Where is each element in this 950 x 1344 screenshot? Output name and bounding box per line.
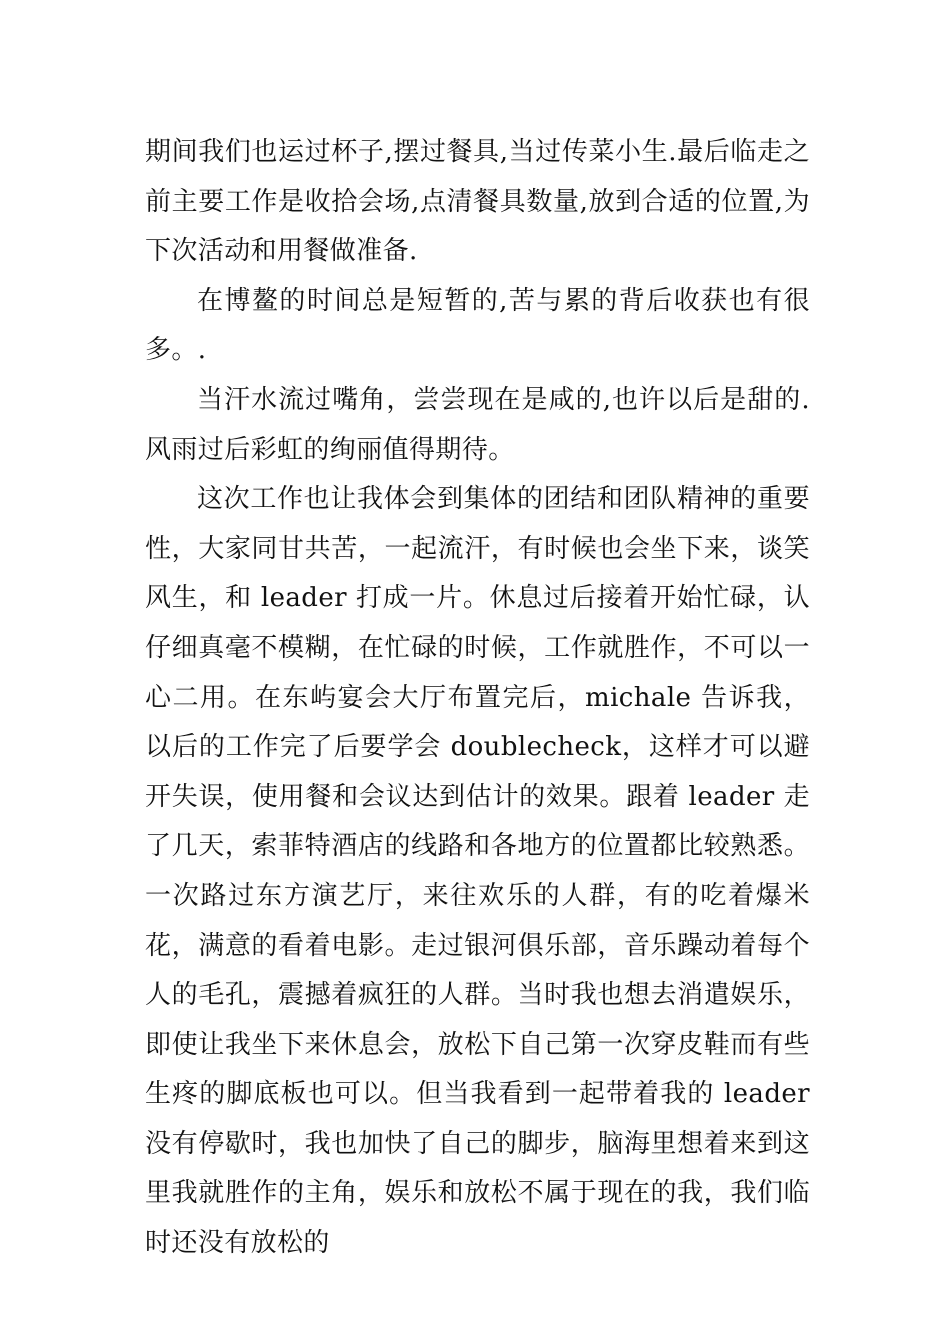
paragraph-2: 在博鳌的时间总是短暂的,苦与累的背后收获也有很多。. bbox=[145, 285, 810, 366]
paragraph-4: 这次工作也让我体会到集体的团结和团队精神的重要性，大家同甘共苦，一起流汗，有时候也会坐下来，谈笑风生，和 leader 打成一片。休息过后接着开始忙碌，认仔细真毫不模糊，在忙碌的时候，工作就胜作，不可以一心二用。在东屿宴会大厅布置完后，michale 告诉我，以后的工作完了后要学会 doublecheck，这样才可以避开失误，使用餐和会议达到估计的效果。跟着 leader 走了几天，索菲特酒店的线路和各地方的位置都比较熟悉。一次路过东方演艺厅，来往欢乐的人群，有的吃着爆米花，满意的看着电影。走过银河俱乐部，音乐躁动着每个人的毛孔，震撼着疯狂的人群。当时我也想去消遣娱乐，即使让我坐下来休息会，放松下自己第一次穿皮鞋而有些生疼的脚底板也可以。但当我看到一起带着我的 leader 没有停歇时，我也加快了自己的脚步，脑海里想着来到这里我就胜作的主角，娱乐和放松不属于现在的我，我们临时还没有放松的 bbox=[145, 484, 810, 1259]
paragraph-3: 当汗水流过嘴角，尝尝现在是咸的,也许以后是甜的.风雨过后彩虹的绚丽值得期待。 bbox=[145, 384, 810, 465]
document-body bbox=[145, 128, 810, 1269]
paragraph-1: 期间我们也运过杯子,摆过餐具,当过传菜小生.最后临走之前主要工作是收拾会场,点清餐具数量,放到合适的位置,为下次活动和用餐做准备. bbox=[145, 137, 810, 267]
